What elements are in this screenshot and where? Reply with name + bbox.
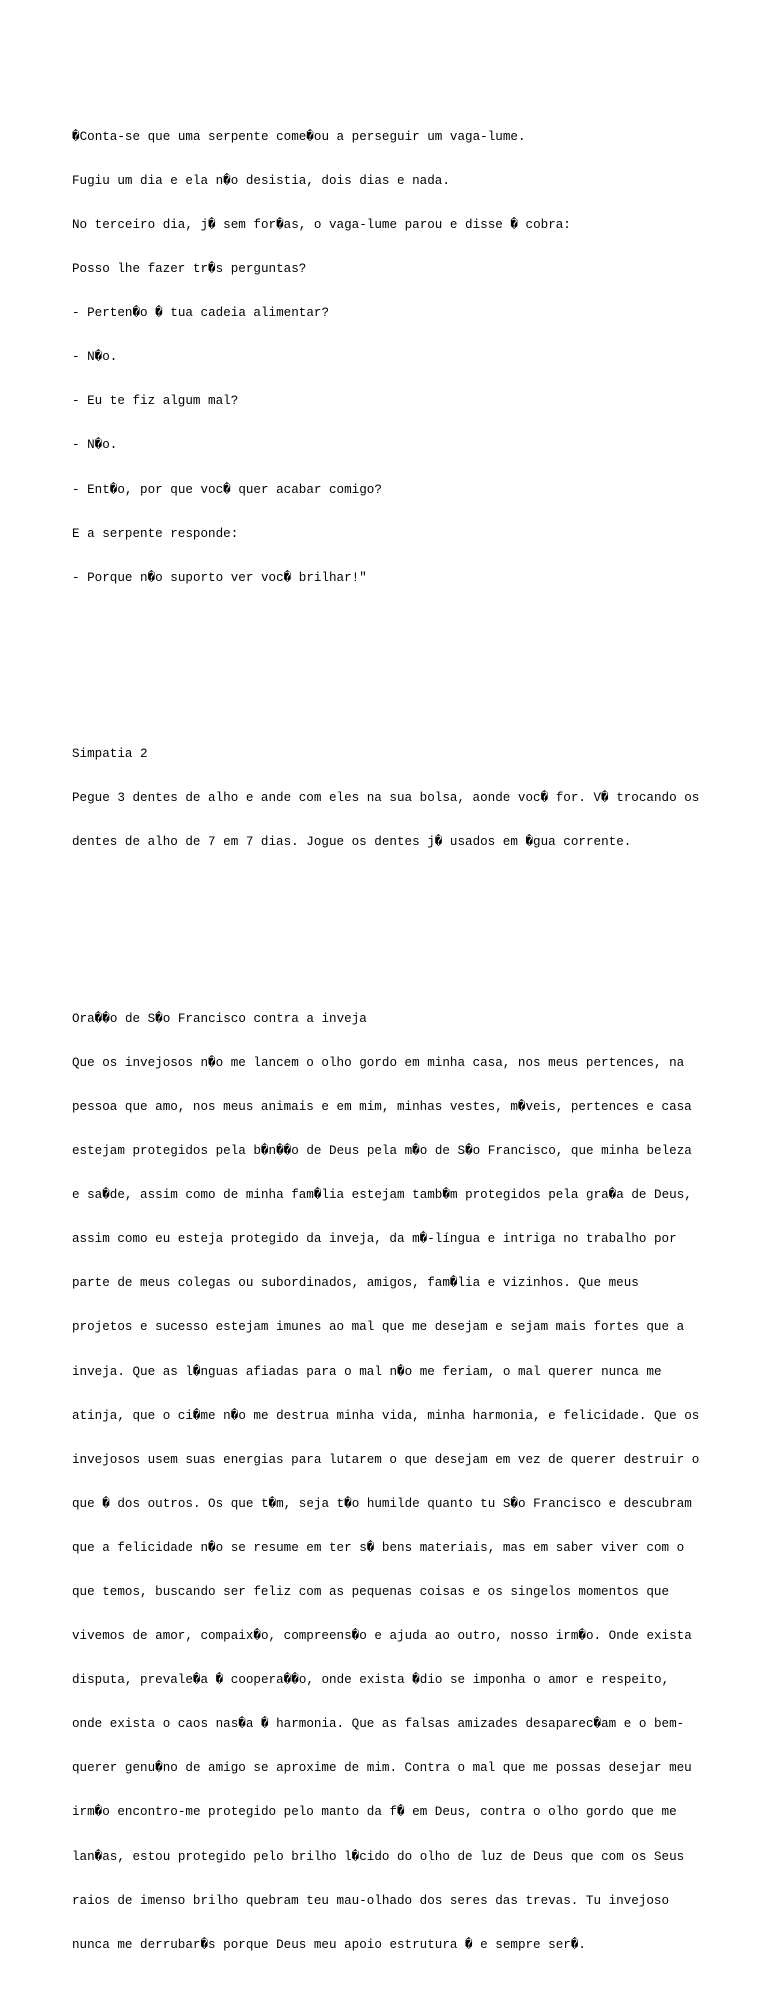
- story-line: Fugiu um dia e ela n�o desistia, dois dias e nada.: [72, 173, 450, 188]
- story-line: E a serpente responde:: [72, 526, 239, 541]
- document-page: [72, 71, 712, 1997]
- oracao-line: nunca me derrubar�s porque Deus meu apoio estrutura � e sempre ser�.: [72, 1937, 586, 1952]
- simpatia-section: [72, 718, 712, 880]
- oracao-line: atinja, que o ci�me n�o me destrua minha vida, minha harmonia, e felicidade. Que os: [72, 1408, 700, 1423]
- simpatia-line: dentes de alho de 7 em 7 dias. Jogue os dentes j� usados em �gua corrente.: [72, 835, 632, 850]
- simpatia-line: Pegue 3 dentes de alho e ande com eles na sua bolsa, aonde voc� for. V� trocando os: [72, 791, 700, 806]
- story-line: - Eu te fiz algum mal?: [72, 394, 239, 409]
- story-line: - Perten�o � tua cadeia alimentar?: [72, 306, 330, 321]
- oracao-line: assim como eu esteja protegido da inveja, da m�-língua e intriga no trabalho por: [72, 1232, 677, 1247]
- oracao-line: que � dos outros. Os que t�m, seja t�o humilde quanto tu S�o Francisco e descubram: [72, 1496, 692, 1511]
- story-section: [72, 100, 712, 614]
- oracao-line: que a felicidade n�o se resume em ter s� bens materiais, mas em saber viver com o: [72, 1540, 685, 1555]
- story-line: - Porque n�o suporto ver voc� brilhar!": [72, 570, 367, 585]
- story-line: �Conta-se que uma serpente come�ou a perseguir um vaga-lume.: [72, 129, 526, 144]
- oracao-line: vivemos de amor, compaix�o, compreens�o e ajuda ao outro, nosso irm�o. Onde exista: [72, 1629, 692, 1644]
- story-line: Posso lhe fazer tr�s perguntas?: [72, 262, 307, 277]
- oracao-line: que temos, buscando ser feliz com as pequenas coisas e os singelos momentos que: [72, 1584, 670, 1599]
- paragraph-spacer: [72, 659, 712, 674]
- oracao-line: inveja. Que as l�nguas afiadas para o mal n�o me feriam, o mal querer nunca me: [72, 1364, 662, 1379]
- oracao-line: projetos e sucesso estejam imunes ao mal que me desejam e sejam mais fortes que a: [72, 1320, 685, 1335]
- oracao-line: e sa�de, assim como de minha fam�lia estejam tamb�m protegidos pela gra�a de Deus,: [72, 1188, 692, 1203]
- oracao-line: disputa, prevale�a � coopera��o, onde exista �dio se imponha o amor e respeito,: [72, 1673, 670, 1688]
- section-heading: Ora��o de S�o Francisco contra a inveja: [72, 1011, 367, 1026]
- oracao-line: raios de imenso brilho quebram teu mau-olhado dos seres das trevas. Tu invejoso: [72, 1893, 670, 1908]
- oracao-line: lan�as, estou protegido pelo brilho l�cido do olho de luz de Deus que com os Seus: [72, 1849, 685, 1864]
- oracao-line: querer genu�no de amigo se aproxime de mim. Contra o mal que me possas desejar meu: [72, 1761, 692, 1776]
- story-line: - N�o.: [72, 350, 118, 365]
- story-line: - N�o.: [72, 438, 118, 453]
- oracao-line: onde exista o caos nas�a � harmonia. Que as falsas amizades desaparec�am e o bem-: [72, 1717, 685, 1732]
- oracao-line: invejosos usem suas energias para lutarem o que desejam em vez de querer destruir o: [72, 1452, 700, 1467]
- story-line: - Ent�o, por que voc� quer acabar comigo?: [72, 482, 382, 497]
- oracao-line: Que os invejosos n�o me lancem o olho gordo em minha casa, nos meus pertences, na: [72, 1055, 685, 1070]
- section-heading: Simpatia 2: [72, 747, 148, 762]
- oracao-section: [72, 982, 712, 1981]
- story-line: No terceiro dia, j� sem for�as, o vaga-lume parou e disse � cobra:: [72, 218, 571, 232]
- oracao-line: parte de meus colegas ou subordinados, amigos, fam�lia e vizinhos. Que meus: [72, 1276, 639, 1291]
- oracao-line: pessoa que amo, nos meus animais e em mim, minhas vestes, m�veis, pertences e casa: [72, 1099, 692, 1114]
- oracao-line: estejam protegidos pela b�n��o de Deus pela m�o de S�o Francisco, que minha beleza: [72, 1144, 692, 1159]
- paragraph-spacer: [72, 924, 712, 939]
- oracao-line: irm�o encontro-me protegido pelo manto da f� em Deus, contra o olho gordo que me: [72, 1805, 677, 1820]
